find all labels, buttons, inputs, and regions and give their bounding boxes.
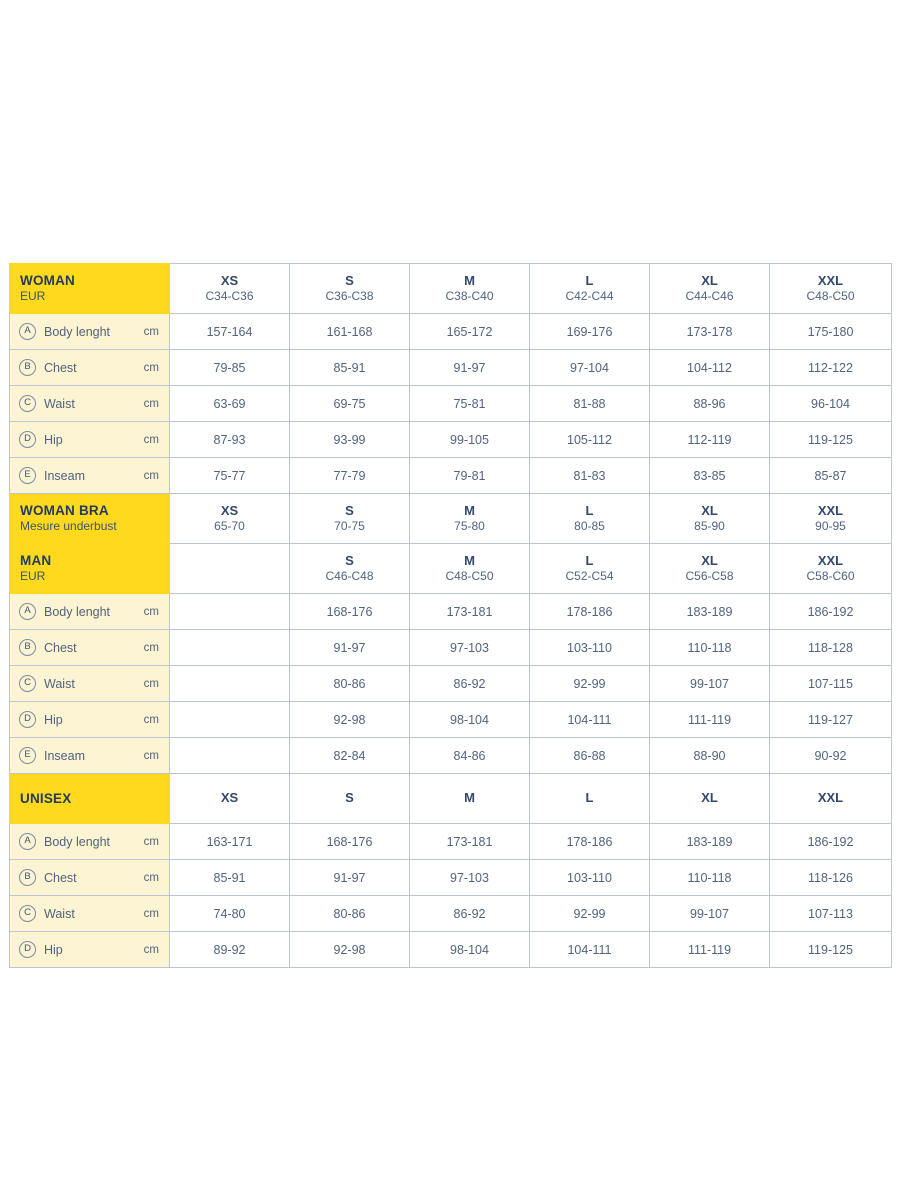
- size-code: M: [464, 790, 475, 805]
- measurement-badge-icon: D: [19, 941, 36, 958]
- size-chart: [9, 263, 891, 968]
- size-sub-value: C46-C48: [325, 568, 374, 583]
- label-inner: [19, 833, 159, 850]
- size-sub-value: C38-C40: [445, 288, 494, 303]
- cell-woman-waist-xs: 63-69: [170, 386, 290, 422]
- cell-man-body-lenght-xs: [170, 594, 290, 630]
- group-title: MAN: [20, 552, 52, 568]
- size-header-woman-bra-l: [530, 494, 650, 544]
- size-code: M: [464, 552, 475, 568]
- cell-woman-inseam-xxl: 85-87: [770, 458, 892, 494]
- cell-unisex-hip-xxl: 119-125: [770, 932, 892, 968]
- group-label-man: [10, 544, 170, 594]
- size-code: XXL: [817, 272, 844, 288]
- cell-woman-hip-s: 93-99: [290, 422, 410, 458]
- cell-unisex-waist-m: 86-92: [410, 896, 530, 932]
- cell-unisex-hip-s: 92-98: [290, 932, 410, 968]
- cell-unisex-body-lenght-xs: 163-171: [170, 824, 290, 860]
- cell-unisex-body-lenght-xxl: 186-192: [770, 824, 892, 860]
- size-code: XS: [220, 790, 239, 805]
- table-row: [10, 860, 892, 896]
- measurement-name: Hip: [44, 712, 63, 727]
- cell-man-waist-xl: 99-107: [650, 666, 770, 702]
- label-inner: [19, 639, 159, 656]
- cell-unisex-body-lenght-s: 168-176: [290, 824, 410, 860]
- cell-woman-waist-xl: 88-96: [650, 386, 770, 422]
- size-code: XXL: [817, 552, 844, 568]
- measurement-label-inseam: [10, 458, 170, 494]
- label-inner: [19, 905, 159, 922]
- size-code: S: [345, 790, 354, 805]
- measurement-label-hip: [10, 422, 170, 458]
- size-code: XL: [701, 272, 718, 288]
- cell-woman-body-lenght-xl: 173-178: [650, 314, 770, 350]
- group-label-woman: [10, 264, 170, 314]
- size-header-man-l: [530, 544, 650, 594]
- cell-man-body-lenght-m: 173-181: [410, 594, 530, 630]
- measurement-label-hip: [10, 932, 170, 968]
- size-sub-value: C52-C54: [565, 568, 614, 583]
- cell-man-hip-xl: 111-119: [650, 702, 770, 738]
- size-header-woman-s: [290, 264, 410, 314]
- cell-man-waist-s: 80-86: [290, 666, 410, 702]
- measurement-name: Waist: [44, 676, 75, 691]
- size-code: XL: [701, 552, 718, 568]
- label-inner: [19, 941, 159, 958]
- cell-man-waist-l: 92-99: [530, 666, 650, 702]
- measurement-label-chest: [10, 630, 170, 666]
- cell-man-hip-s: 92-98: [290, 702, 410, 738]
- cell-man-hip-l: 104-111: [530, 702, 650, 738]
- measurement-name: Body lenght: [44, 604, 111, 619]
- measurement-unit: cm: [143, 835, 159, 848]
- measurement-unit: cm: [143, 713, 159, 726]
- size-header-woman-bra-xxl: [770, 494, 892, 544]
- cell-unisex-chest-xs: 85-91: [170, 860, 290, 896]
- size-sub-value: 70-75: [334, 518, 365, 533]
- size-header-woman-bra-xl: [650, 494, 770, 544]
- cell-woman-chest-xl: 104-112: [650, 350, 770, 386]
- measurement-unit: cm: [143, 871, 159, 884]
- cell-man-body-lenght-s: 168-176: [290, 594, 410, 630]
- size-header-woman-l: [530, 264, 650, 314]
- label-inner: [19, 747, 159, 764]
- measurement-badge-icon: B: [19, 639, 36, 656]
- table-row: [10, 386, 892, 422]
- measurement-unit: cm: [143, 605, 159, 618]
- size-sub-value: C48-C50: [806, 288, 855, 303]
- group-header-row-man: [10, 544, 892, 594]
- measurement-badge-icon: D: [19, 711, 36, 728]
- cell-woman-chest-s: 85-91: [290, 350, 410, 386]
- measurement-label-chest: [10, 350, 170, 386]
- measurement-name: Hip: [44, 432, 63, 447]
- size-code: L: [585, 272, 594, 288]
- measurement-unit: cm: [143, 397, 159, 410]
- group-subtitle: EUR: [20, 568, 46, 583]
- cell-unisex-hip-xl: 111-119: [650, 932, 770, 968]
- cell-woman-waist-xxl: 96-104: [770, 386, 892, 422]
- cell-man-chest-l: 103-110: [530, 630, 650, 666]
- measurement-label-hip: [10, 702, 170, 738]
- cell-woman-inseam-l: 81-83: [530, 458, 650, 494]
- cell-unisex-hip-m: 98-104: [410, 932, 530, 968]
- size-header-unisex-xxl: [770, 774, 892, 824]
- measurement-badge-icon: E: [19, 747, 36, 764]
- measurement-badge-icon: A: [19, 603, 36, 620]
- size-code: XL: [701, 502, 718, 518]
- cell-man-hip-m: 98-104: [410, 702, 530, 738]
- cell-woman-waist-s: 69-75: [290, 386, 410, 422]
- measurement-label-body-lenght: [10, 824, 170, 860]
- cell-woman-body-lenght-xs: 157-164: [170, 314, 290, 350]
- size-sub-value: C56-C58: [685, 568, 734, 583]
- size-header-woman-bra-s: [290, 494, 410, 544]
- cell-woman-body-lenght-s: 161-168: [290, 314, 410, 350]
- measurement-name: Body lenght: [44, 834, 111, 849]
- measurement-name: Inseam: [44, 748, 85, 763]
- cell-unisex-chest-s: 91-97: [290, 860, 410, 896]
- measurement-name: Inseam: [44, 468, 85, 483]
- cell-woman-waist-l: 81-88: [530, 386, 650, 422]
- measurement-unit: cm: [143, 469, 159, 482]
- cell-unisex-chest-xl: 110-118: [650, 860, 770, 896]
- cell-unisex-body-lenght-m: 173-181: [410, 824, 530, 860]
- cell-woman-chest-m: 91-97: [410, 350, 530, 386]
- size-code: M: [464, 502, 475, 518]
- table-row: [10, 350, 892, 386]
- cell-man-inseam-l: 86-88: [530, 738, 650, 774]
- size-code: XS: [220, 272, 239, 288]
- measurement-name: Body lenght: [44, 324, 111, 339]
- cell-unisex-chest-xxl: 118-126: [770, 860, 892, 896]
- table-row: [10, 666, 892, 702]
- size-header-man-xl: [650, 544, 770, 594]
- table-row: [10, 458, 892, 494]
- cell-man-inseam-xs: [170, 738, 290, 774]
- size-code: L: [585, 552, 594, 568]
- cell-unisex-waist-s: 80-86: [290, 896, 410, 932]
- cell-man-inseam-m: 84-86: [410, 738, 530, 774]
- cell-unisex-chest-m: 97-103: [410, 860, 530, 896]
- measurement-unit: cm: [143, 433, 159, 446]
- size-header-woman-xs: [170, 264, 290, 314]
- cell-woman-inseam-s: 77-79: [290, 458, 410, 494]
- group-label-woman-bra: [10, 494, 170, 544]
- table-row: [10, 594, 892, 630]
- cell-man-waist-xxl: 107-115: [770, 666, 892, 702]
- cell-man-chest-m: 97-103: [410, 630, 530, 666]
- cell-man-body-lenght-xl: 183-189: [650, 594, 770, 630]
- cell-unisex-waist-l: 92-99: [530, 896, 650, 932]
- group-subtitle: Mesure underbust: [20, 518, 117, 533]
- cell-woman-hip-xxl: 119-125: [770, 422, 892, 458]
- measurement-label-inseam: [10, 738, 170, 774]
- label-inner: [19, 603, 159, 620]
- size-sub-value: 80-85: [574, 518, 605, 533]
- measurement-label-chest: [10, 860, 170, 896]
- label-inner: [19, 869, 159, 886]
- cell-man-chest-xxl: 118-128: [770, 630, 892, 666]
- size-sub-value: C44-C46: [685, 288, 734, 303]
- group-title: WOMAN BRA: [20, 502, 109, 518]
- cell-unisex-hip-l: 104-111: [530, 932, 650, 968]
- table-row: [10, 314, 892, 350]
- cell-unisex-chest-l: 103-110: [530, 860, 650, 896]
- size-sub-value: 75-80: [454, 518, 485, 533]
- size-sub-value: 85-90: [694, 518, 725, 533]
- cell-woman-inseam-xs: 75-77: [170, 458, 290, 494]
- label-inner: [19, 359, 159, 376]
- label-inner: [19, 467, 159, 484]
- measurement-unit: cm: [143, 749, 159, 762]
- measurement-badge-icon: B: [19, 359, 36, 376]
- measurement-badge-icon: C: [19, 675, 36, 692]
- measurement-label-waist: [10, 386, 170, 422]
- size-sub-value: C42-C44: [565, 288, 614, 303]
- cell-man-chest-s: 91-97: [290, 630, 410, 666]
- label-inner: [19, 711, 159, 728]
- measurement-unit: cm: [143, 907, 159, 920]
- group-subtitle: EUR: [20, 288, 46, 303]
- size-code: L: [585, 502, 594, 518]
- cell-man-inseam-s: 82-84: [290, 738, 410, 774]
- measurement-label-waist: [10, 896, 170, 932]
- size-header-woman-bra-xs: [170, 494, 290, 544]
- measurement-label-waist: [10, 666, 170, 702]
- cell-woman-inseam-xl: 83-85: [650, 458, 770, 494]
- empty-cell: [170, 544, 290, 594]
- measurement-name: Waist: [44, 396, 75, 411]
- cell-unisex-waist-xs: 74-80: [170, 896, 290, 932]
- cell-man-chest-xs: [170, 630, 290, 666]
- cell-unisex-hip-xs: 89-92: [170, 932, 290, 968]
- cell-woman-waist-m: 75-81: [410, 386, 530, 422]
- measurement-name: Chest: [44, 640, 77, 655]
- group-header-row-woman: [10, 264, 892, 314]
- size-code: XXL: [817, 502, 844, 518]
- size-code: S: [345, 272, 354, 288]
- table-row: [10, 932, 892, 968]
- measurement-name: Waist: [44, 906, 75, 921]
- label-inner: [19, 395, 159, 412]
- cell-man-hip-xs: [170, 702, 290, 738]
- measurement-badge-icon: C: [19, 395, 36, 412]
- size-sub-value: C48-C50: [445, 568, 494, 583]
- measurement-name: Hip: [44, 942, 63, 957]
- cell-woman-hip-l: 105-112: [530, 422, 650, 458]
- size-header-woman-m: [410, 264, 530, 314]
- size-header-unisex-xs: [170, 774, 290, 824]
- size-header-unisex-m: [410, 774, 530, 824]
- cell-man-waist-m: 86-92: [410, 666, 530, 702]
- cell-woman-body-lenght-xxl: 175-180: [770, 314, 892, 350]
- cell-unisex-waist-xxl: 107-113: [770, 896, 892, 932]
- cell-woman-hip-xs: 87-93: [170, 422, 290, 458]
- size-header-woman-bra-m: [410, 494, 530, 544]
- size-code: XL: [701, 790, 718, 805]
- cell-woman-hip-m: 99-105: [410, 422, 530, 458]
- label-inner: [19, 323, 159, 340]
- size-header-unisex-xl: [650, 774, 770, 824]
- measurement-unit: cm: [143, 361, 159, 374]
- measurement-badge-icon: D: [19, 431, 36, 448]
- group-header-row-woman-bra: [10, 494, 892, 544]
- table-row: [10, 738, 892, 774]
- measurement-name: Chest: [44, 870, 77, 885]
- cell-woman-chest-l: 97-104: [530, 350, 650, 386]
- size-code: S: [345, 502, 354, 518]
- cell-man-body-lenght-l: 178-186: [530, 594, 650, 630]
- measurement-unit: cm: [143, 943, 159, 956]
- label-inner: [19, 431, 159, 448]
- size-header-man-s: [290, 544, 410, 594]
- size-sub-value: 65-70: [214, 518, 245, 533]
- measurement-name: Chest: [44, 360, 77, 375]
- group-label-unisex: [10, 774, 170, 824]
- size-code: XS: [220, 502, 239, 518]
- group-title: WOMAN: [20, 272, 75, 288]
- size-header-woman-xxl: [770, 264, 892, 314]
- measurement-unit: cm: [143, 325, 159, 338]
- cell-man-inseam-xl: 88-90: [650, 738, 770, 774]
- size-chart-table: [9, 263, 892, 968]
- table-row: [10, 630, 892, 666]
- cell-man-chest-xl: 110-118: [650, 630, 770, 666]
- measurement-badge-icon: A: [19, 833, 36, 850]
- size-header-man-xxl: [770, 544, 892, 594]
- measurement-badge-icon: B: [19, 869, 36, 886]
- group-title: UNISEX: [20, 790, 72, 806]
- measurement-label-body-lenght: [10, 314, 170, 350]
- cell-woman-body-lenght-l: 169-176: [530, 314, 650, 350]
- cell-woman-chest-xxl: 112-122: [770, 350, 892, 386]
- cell-woman-chest-xs: 79-85: [170, 350, 290, 386]
- size-sub-value: 90-95: [815, 518, 846, 533]
- label-inner: [19, 675, 159, 692]
- cell-unisex-body-lenght-xl: 183-189: [650, 824, 770, 860]
- size-sub-value: C34-C36: [205, 288, 254, 303]
- cell-man-inseam-xxl: 90-92: [770, 738, 892, 774]
- cell-woman-inseam-m: 79-81: [410, 458, 530, 494]
- measurement-unit: cm: [143, 641, 159, 654]
- size-header-woman-xl: [650, 264, 770, 314]
- table-row: [10, 702, 892, 738]
- cell-man-hip-xxl: 119-127: [770, 702, 892, 738]
- size-code: S: [345, 552, 354, 568]
- table-row: [10, 422, 892, 458]
- size-code: XXL: [817, 790, 844, 805]
- cell-man-body-lenght-xxl: 186-192: [770, 594, 892, 630]
- cell-woman-body-lenght-m: 165-172: [410, 314, 530, 350]
- size-code: M: [464, 272, 475, 288]
- size-sub-value: C58-C60: [806, 568, 855, 583]
- measurement-badge-icon: A: [19, 323, 36, 340]
- size-header-unisex-l: [530, 774, 650, 824]
- group-header-row-unisex: [10, 774, 892, 824]
- cell-woman-hip-xl: 112-119: [650, 422, 770, 458]
- table-row: [10, 824, 892, 860]
- measurement-badge-icon: E: [19, 467, 36, 484]
- table-row: [10, 896, 892, 932]
- size-code: L: [585, 790, 594, 805]
- cell-man-waist-xs: [170, 666, 290, 702]
- measurement-unit: cm: [143, 677, 159, 690]
- size-header-unisex-s: [290, 774, 410, 824]
- cell-unisex-body-lenght-l: 178-186: [530, 824, 650, 860]
- measurement-label-body-lenght: [10, 594, 170, 630]
- size-header-man-m: [410, 544, 530, 594]
- size-sub-value: C36-C38: [325, 288, 374, 303]
- cell-unisex-waist-xl: 99-107: [650, 896, 770, 932]
- measurement-badge-icon: C: [19, 905, 36, 922]
